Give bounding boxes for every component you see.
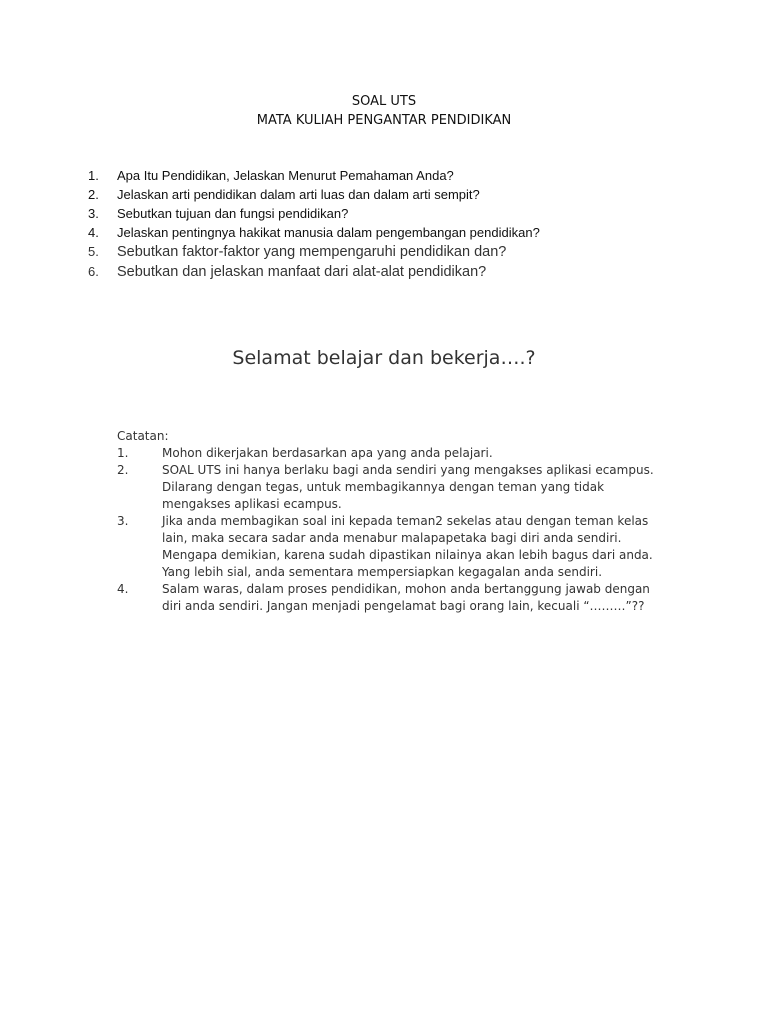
notes-title: Catatan:	[117, 429, 169, 443]
note-line: Yang lebih sial, anda sementara mempersiapkan kegagalan anda sendiri.	[162, 565, 603, 579]
note-number: 3.	[117, 514, 129, 528]
question-item	[88, 242, 708, 262]
note-number: 2.	[117, 463, 129, 477]
question-text: Sebutkan tujuan dan fungsi pendidikan?	[117, 206, 349, 221]
question-text: Apa Itu Pendidikan, Jelaskan Menurut Pemahaman Anda?	[117, 168, 454, 183]
closing-message: Selamat belajar dan bekerja….?	[232, 347, 536, 369]
question-text: Sebutkan faktor-faktor yang mempengaruhi pendidikan dan?	[117, 244, 507, 260]
note-item	[117, 462, 697, 513]
question-item	[88, 204, 708, 223]
question-item	[88, 166, 708, 185]
note-line: diri anda sendiri. Jangan menjadi pengelamat bagi orang lain, kecuali “………”??	[162, 599, 645, 613]
note-text	[162, 445, 697, 462]
note-line: Mohon dikerjakan berdasarkan apa yang anda pelajari.	[162, 446, 493, 460]
question-item	[88, 185, 708, 204]
question-number: 2.	[88, 187, 99, 202]
note-line: Salam waras, dalam proses pendidikan, mohon anda bertanggung jawab dengan	[162, 582, 650, 596]
note-line: Mengapa demikian, karena sudah dipastikan nilainya akan lebih bagus dari anda.	[162, 548, 653, 562]
notes-section	[117, 428, 697, 615]
question-number: 6.	[88, 264, 99, 279]
note-line: SOAL UTS ini hanya berlaku bagi anda sendiri yang mengakses aplikasi ecampus.	[162, 463, 654, 477]
question-number: 1.	[88, 168, 99, 183]
question-number: 4.	[88, 225, 99, 240]
note-text	[162, 513, 697, 581]
document-title: SOAL UTS	[351, 94, 417, 109]
note-text	[162, 581, 697, 615]
note-item	[117, 445, 697, 462]
note-number: 4.	[117, 582, 129, 596]
document-subtitle: MATA KULIAH PENGANTAR PENDIDIKAN	[256, 113, 512, 128]
note-text	[162, 462, 697, 513]
note-number: 1.	[117, 446, 129, 460]
note-item	[117, 581, 697, 615]
question-text: Jelaskan arti pendidikan dalam arti luas dan dalam arti sempit?	[117, 187, 480, 202]
note-item	[117, 513, 697, 581]
question-text: Jelaskan pentingnya hakikat manusia dalam pengembangan pendidikan?	[117, 225, 540, 240]
question-text: Sebutkan dan jelaskan manfaat dari alat-alat pendidikan?	[117, 264, 487, 280]
question-item	[88, 223, 708, 242]
question-item	[88, 262, 708, 282]
question-number: 5.	[88, 244, 99, 259]
question-list	[88, 166, 708, 282]
note-line: Jika anda membagikan soal ini kepada teman2 sekelas atau dengan teman kelas	[162, 514, 649, 528]
note-line: mengakses aplikasi ecampus.	[162, 497, 342, 511]
note-line: lain, maka secara sadar anda menabur malapapetaka bagi diri anda sendiri.	[162, 531, 622, 545]
question-number: 3.	[88, 206, 99, 221]
document-header	[0, 92, 768, 130]
note-line: Dilarang dengan tegas, untuk membagikannya dengan teman yang tidak	[162, 480, 605, 494]
